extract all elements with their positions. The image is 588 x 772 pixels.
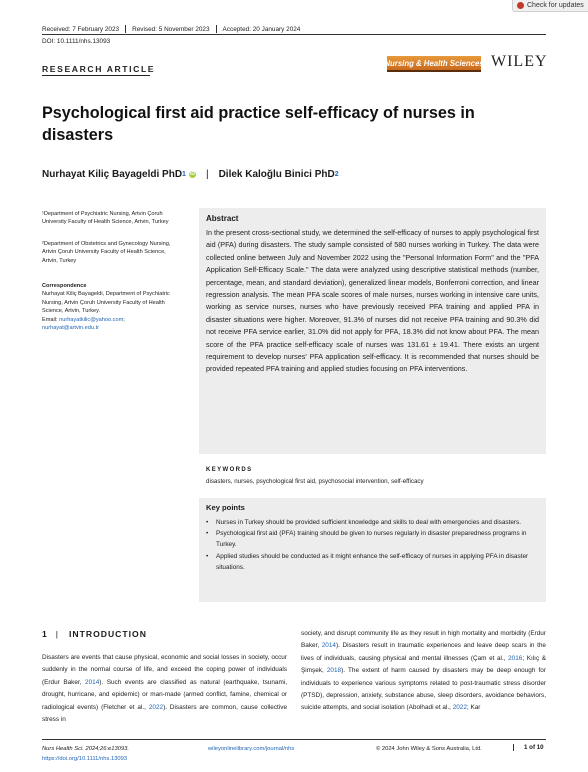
body-text: ). Such events are classified as natural (earthquake, tsunami, drought, hurricane, and epidemic) or man-made (armed conflict, famine, chemical or radiological events) (Fletcher et al., [42, 678, 287, 711]
author-name[interactable]: Nurhayat Kiliç Bayageldi PhD [42, 169, 183, 180]
key-points-heading: Key points [206, 503, 245, 512]
author-divider: | [205, 169, 209, 180]
body-text: ). The extent of harm caused by disasters may be deep enough for individuals to experience various symptoms related to post-traumatic stress disorder (PTSD), depression, anxiety, substance abuse, sleep disorders, avoidance behaviors, suicide attempts, and social isolation (Abolhadi et al., [301, 667, 546, 712]
footer-rule [42, 739, 546, 740]
affiliation-ref[interactable]: 1 [182, 171, 186, 178]
body-text: ). Disasters are common, cause collective stress in [42, 703, 287, 724]
orcid-icon[interactable]: iD [189, 171, 195, 177]
intro-right-column [301, 628, 546, 715]
body-text: ). Disasters result in traumatic experiences and leave deep scars in the lives of individuals, causing physical and mental illnesses (Çam et al., [301, 642, 546, 662]
citation-link[interactable]: 2022 [148, 703, 164, 711]
journal-logo[interactable]: Nursing & Health Sciences [387, 56, 481, 70]
intro-left-column [42, 652, 287, 726]
article-type-underline [42, 75, 150, 76]
correspondence-text: Nurhayat Kiliç Bayageldi, Department of Psychiatric Nursing, Artvin Çoruh University Faculty of Health Science, Artvin, Turkey. [42, 291, 170, 315]
list-item: • Psychological first aid (PFA) training should be given to nurses regularly in disaster preparedness programs in Turkey. [206, 528, 542, 550]
correspondence-heading: Correspondence [42, 283, 87, 289]
citation-link[interactable]: 2016 [508, 654, 523, 662]
update-icon [517, 2, 524, 9]
doi-link[interactable]: https://doi.org/10.1111/nhs.13093 [42, 756, 128, 762]
doi[interactable]: DOI: 10.1111/nhs.13093 [42, 38, 111, 45]
citation-link[interactable]: 2014 [321, 642, 336, 650]
journal-logo-underline [387, 70, 481, 72]
email-link-2[interactable]: nurhayat@artvin.edu.tr [42, 325, 99, 332]
body-text: ; Kılıç & Şimşek, [301, 654, 546, 675]
footer-site [208, 744, 294, 754]
citation-link[interactable]: 2014 [85, 678, 100, 686]
revised-date: Revised: 5 November 2023 [132, 25, 210, 33]
journal-citation: Nurs Health Sci. 2024;26:e13093. [42, 746, 130, 752]
received-date: Received: 7 February 2023 [42, 25, 120, 33]
copyright: © 2024 John Wiley & Sons Australia, Ltd. [376, 746, 482, 752]
list-item: • Nurses in Turkey should be provided sufficient knowledge and skills to deal with emergencies and disasters. [206, 517, 542, 528]
affiliation-2: ²Department of Obstetrics and Gynecology Nursing, Artvin Çoruh University Faculty of Health Science, Artvin, Turkey [42, 241, 171, 264]
footer-citation [42, 744, 129, 764]
email-link-1[interactable]: nurhayatkilic@yahoo.com [59, 316, 124, 323]
correspondence: Correspondence Nurhayat Kiliç Bayageldi, Department of Psychiatric Nursing, Artvin Çoruh University Faculty of Health Science, Artvin, Turkey. Email: nurhayatkilic@yahoo.com; nurhayat@artvin.edu.tr [42, 283, 170, 332]
section-number: 1 [42, 629, 48, 639]
affiliation-1: ¹Department of Psychiatric Nursing, Artvin Çoruh University Faculty of Health Science, Artvin, Turkey [42, 211, 169, 226]
keywords-text: disasters, nurses, psychological first aid, psychosocial intervention, self-efficacy [206, 478, 424, 485]
author-list [42, 169, 339, 180]
author-name[interactable]: Dilek Kaloğlu Binici PhD [218, 169, 335, 180]
publisher-logo[interactable]: WILEY [491, 53, 548, 70]
check-for-updates-label: Check for updates [527, 2, 584, 9]
citation-link[interactable]: 2018 [326, 667, 342, 675]
email-label: Email: [42, 316, 58, 323]
header-rule [42, 34, 546, 35]
keywords-heading: KEYWORDS [206, 467, 253, 473]
body-text: Disasters are events that cause physical, economic and social losses in society, occur suddenly in the normal course of life, and exceed the coping power of individuals (Erdur Baker, [42, 654, 287, 686]
date-divider [216, 25, 217, 33]
article-dates [42, 25, 300, 33]
page-number: 1 of 10 [513, 744, 544, 751]
abstract-text: In the present cross-sectional study, we determined the self-efficacy of nurses to apply psychological first aid (PFA) during disasters. The study sample consisted of 580 nurses working in Turkey. The data were collected online between July and November 2022 using the "Personal Information Form" and the "PFA Application Self-Efficacy Scale." The data were analyzed using descriptive statistical methods (number, percentage, mean, and standard deviation), generalized linear models, Bonferroni correction, and linear regression analysis. The mean PFA scale scores of male nurses, nurses working in intensive care units, working as service nurses, nurses who have previously received PFA training and applied PFA in disaster situations were higher. Moreover, 91.3% of nurses did not receive PFA training and 90.3% did not receive PFA service earlier, 31.0% did not apply for PFA, 18.3% did not know about PFA. The mean score of the PFA practice self-efficacy scale of nurses was 131.61 ± 19.41. There exists an urgent requirement to develop nurses' PFA application self-efficacy. It is recommended that nurses should be provided repeated PFA training and applied studies focusing on PFA interventions. [206, 228, 539, 374]
check-for-updates-badge[interactable] [512, 0, 588, 12]
section-heading-introduction [42, 629, 147, 639]
section-divider: | [55, 629, 60, 639]
article-type: RESEARCH ARTICLE [42, 64, 156, 74]
date-divider [125, 25, 126, 33]
section-title: INTRODUCTION [69, 629, 147, 639]
article-title: Psychological first aid practice self-efficacy of nurses in disasters [42, 104, 475, 144]
affiliation-ref[interactable]: 2 [334, 171, 339, 178]
accepted-date: Accepted: 20 January 2024 [222, 25, 301, 33]
body-text: ; Kar [466, 704, 481, 712]
journal-site-link[interactable]: wileyonlinelibrary.com/journal/nhs [208, 746, 295, 752]
body-text: society, and disrupt community life as they result in high mortality and morbidity (Erdur Baker, [301, 630, 546, 650]
list-item: • Applied studies should be conducted as it might enhance the self-efficacy of nurses in applying PFA in disaster situations. [206, 551, 542, 573]
key-points-list [206, 517, 542, 573]
citation-link[interactable]: 2022 [452, 704, 467, 712]
abstract-heading: Abstract [206, 214, 239, 223]
